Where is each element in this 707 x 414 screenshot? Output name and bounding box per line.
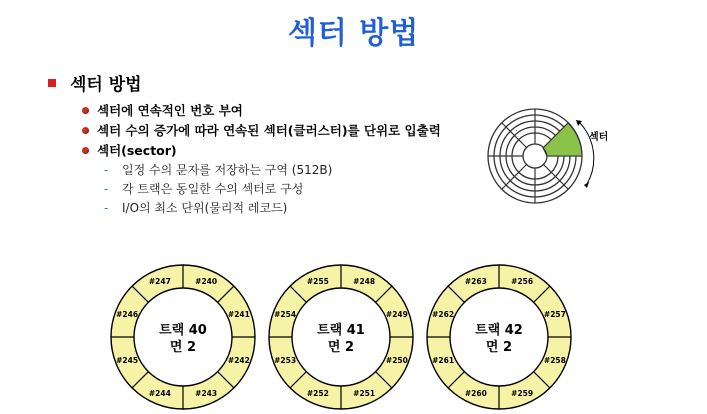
sector-number-label: #243 (195, 388, 218, 398)
sector-number-label: #257 (543, 309, 566, 319)
sector-number-label: #253 (274, 356, 297, 366)
bullet-text: 섹터에 연속적인 번호 부여 (97, 103, 243, 118)
dash-bullet-icon: - (104, 181, 109, 196)
sector-number-label: #255 (306, 277, 329, 287)
side-label: 면 2 (169, 340, 197, 355)
sub-bullet-text: 일정 수의 문자를 저장하는 구역 (512B) (122, 163, 333, 177)
sector-number-label: #258 (543, 356, 566, 366)
track-ring (111, 265, 255, 409)
sub-bullet-text: 각 트랙은 동일한 수의 섹터로 구성 (122, 182, 304, 196)
sector-number-label: #249 (385, 309, 408, 319)
sector-label: 섹터 (589, 132, 609, 143)
side-label: 면 2 (485, 340, 513, 355)
sector-number-label: #259 (511, 388, 534, 398)
sector-number-label: #256 (511, 277, 534, 287)
sector-number-label: #254 (274, 309, 297, 319)
track-ring (269, 265, 413, 409)
sector-number-label: #251 (353, 388, 376, 398)
sector-number-label: #247 (148, 277, 171, 287)
sector-number-label: #240 (195, 277, 218, 287)
sector-number-label: #245 (116, 356, 139, 366)
section-heading-text: 섹터 방법 (70, 75, 142, 95)
track-label: 트랙 40 (159, 323, 207, 338)
sector-number-label: #252 (306, 388, 329, 398)
track-label: 트랙 41 (317, 323, 365, 338)
sector-number-label: #262 (432, 309, 455, 319)
page-title: 섹터 방법 (287, 16, 420, 51)
sector-number-label: #260 (464, 388, 487, 398)
sector-number-label: #244 (148, 388, 171, 398)
sector-number-label: #242 (227, 356, 250, 366)
dash-bullet-icon: - (104, 162, 109, 177)
bullet-text: 섹터(sector) (97, 143, 177, 158)
sector-number-label: #250 (385, 356, 408, 366)
sector-number-label: #261 (432, 356, 455, 366)
track-label: 트랙 42 (475, 323, 523, 338)
sector-number-label: #241 (227, 309, 250, 319)
sector-number-label: #263 (464, 277, 487, 287)
track-ring (427, 265, 571, 409)
side-label: 면 2 (327, 340, 355, 355)
sector-number-label: #246 (116, 309, 139, 319)
sector-number-label: #248 (353, 277, 376, 287)
sub-bullet-text: I/O의 최소 단위(물리적 레코드) (122, 201, 288, 215)
dash-bullet-icon: - (104, 200, 109, 215)
bullet-text: 섹터 수의 증가에 따라 연속된 섹터(클러스터)를 단위로 입출력 (97, 123, 441, 138)
